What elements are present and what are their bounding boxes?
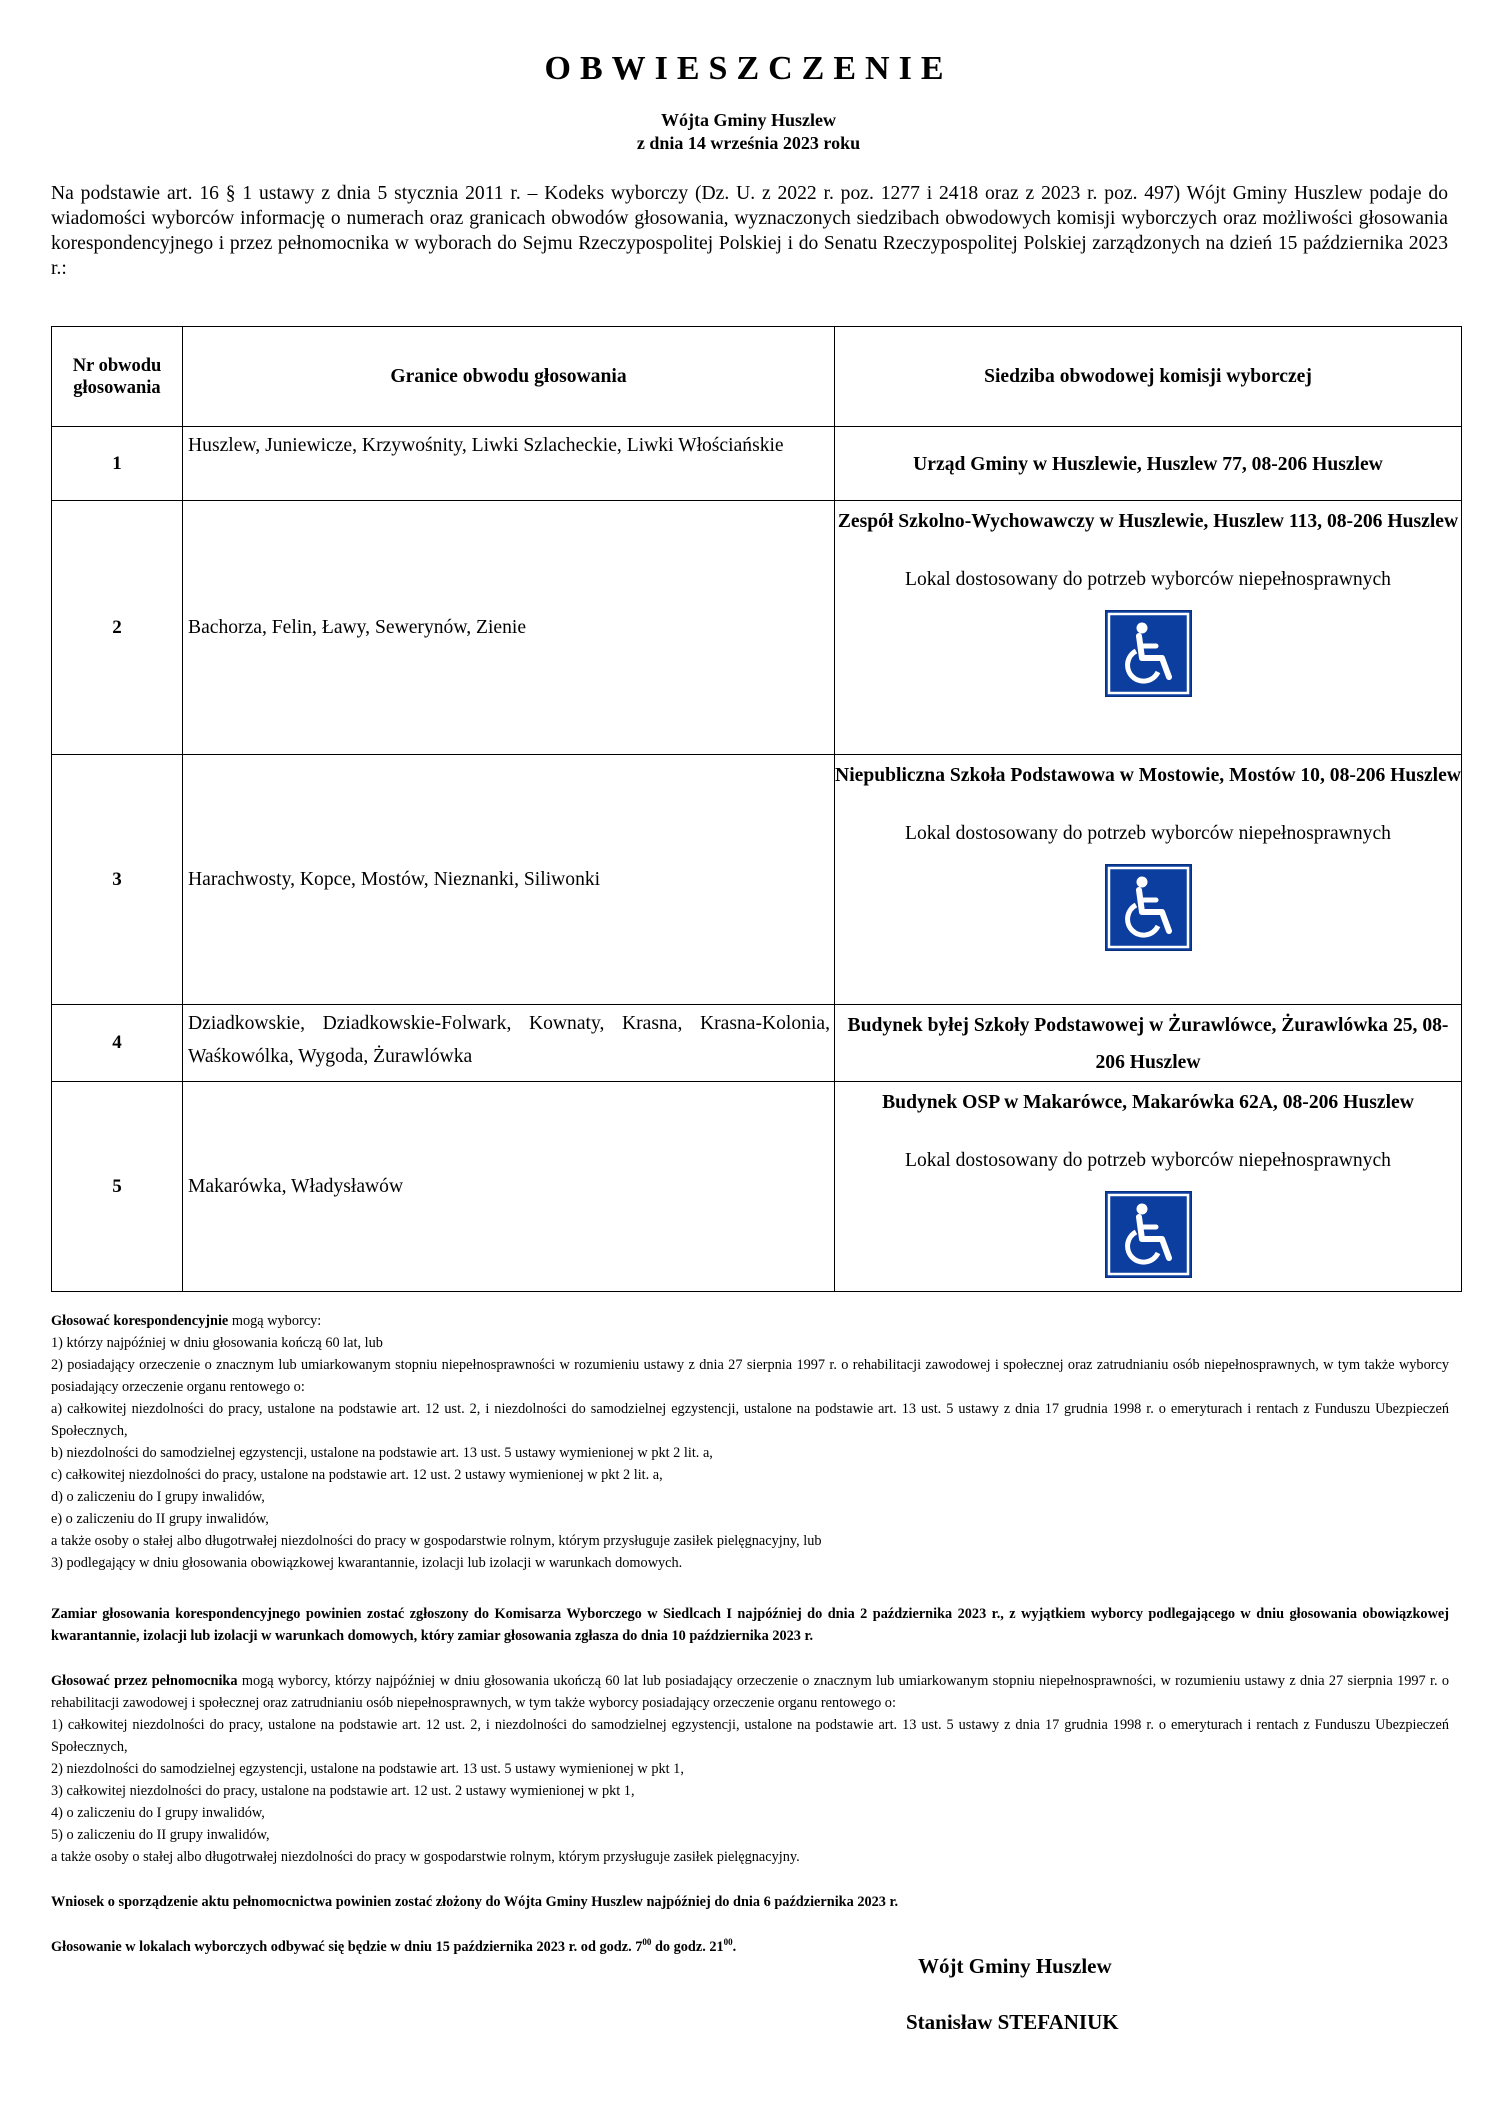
list-item: 3) podlegający w dniu głosowania obowiązkowej kwarantannie, izolacji lub izolacji w warunkach domowych. [51,1555,683,1571]
district-seat [835,755,1462,1005]
district-bounds: Makarówka, Władysławów [183,1082,835,1292]
district-seat [835,501,1462,755]
district-number: 5 [52,1082,183,1292]
list-item: a także osoby o stałej albo długotrwałej niezdolności do pracy w gospodarstwie rolnym, którym przysługuje zasiłek pielęgnacyjny. [51,1849,800,1865]
postal-deadline-notice: Zamiar głosowania korespondencyjnego powinien zostać zgłoszony do Komisarza Wyborczego w Siedlcach I najpóźniej do dnia 2 października 2023 r., z wyjątkiem wyborcy podlegającego w dniu głosowania obowiązkowej kwarantannie, izolacji lub izolacji w warunkach domowych, który zamiar głosowania zgłasza do dnia 10 października 2023 r. [51,1606,1449,1644]
page-title: OBWIESZCZENIE [544,50,953,87]
district-number: 3 [52,755,183,1005]
header-bounds: Granice obwodu głosowania [183,327,835,427]
district-bounds: Harachwosty, Kopce, Mostów, Nieznanki, Siliwonki [183,755,835,1005]
list-item: 4) o zaliczeniu do I grupy inwalidów, [51,1805,265,1821]
intro-paragraph: Na podstawie art. 16 § 1 ustawy z dnia 5 stycznia 2011 r. – Kodeks wyborczy (Dz. U. z 2022 r. poz. 1277 i 2418 oraz z 2023 r. poz. 497) Wójt Gminy Huszlew podaje do wiadomości wyborców informację o numerach oraz granicach obwodów głosowania, wyznaczonych siedzibach obwodowych komisji wyborczych oraz możliwości głosowania korespondencyjnego i przez pełnomocnika w wyborach do Sejmu Rzeczypospolitej Polskiej i do Senatu Rzeczypospolitej Polskiej zarządzonych na dzień 15 października 2023 r.: [51,183,1448,279]
seat-address: Niepubliczna Szkoła Podstawowa w Mostowie, Mostów 10, 08-206 Huszlew [835,765,1461,786]
header-nr [52,327,183,427]
accessible-note: Lokal dostosowany do potrzeb wyborców niepełnosprawnych [905,1150,1391,1171]
list-item: 2) niezdolności do samodzielnej egzystencji, ustalone na podstawie art. 13 ust. 5 ustawy wymienionej w pkt 1, [51,1761,684,1777]
district-bounds: Bachorza, Felin, Ławy, Sewerynów, Zienie [183,501,835,755]
list-item: c) całkowitej niezdolności do pracy, ustalone na podstawie art. 12 ust. 2 ustawy wymienionej w pkt 2 lit. a, [51,1467,663,1483]
header-nr-line1: Nr obwodu [72,355,162,376]
seat-address: Zespół Szkolno-Wychowawczy w Huszlewie, Huszlew 113, 08-206 Huszlew [837,511,1459,532]
table-row [52,427,1462,501]
accessible-note: Lokal dostosowany do potrzeb wyborców niepełnosprawnych [905,823,1391,844]
list-item: 3) całkowitej niezdolności do pracy, ustalone na podstawie art. 12 ust. 2 ustawy wymienionej w pkt 1, [51,1783,635,1799]
date-line: z dnia 14 września 2023 roku [636,133,861,153]
list-item: 1) całkowitej niezdolności do pracy, ustalone na podstawie art. 12 ust. 2, i niezdolności do samodzielnej egzystencji, ustalone na podstawie art. 13 ust. 5 ustawy z dnia 17 grudnia 1998 r. o emeryturach i rentach z Funduszu Ubezpieczeń Społecznych, [51,1717,1449,1755]
accessible-note: Lokal dostosowany do potrzeb wyborców niepełnosprawnych [905,569,1391,590]
wheelchair-icon [1105,864,1192,951]
list-item: a) całkowitej niezdolności do pracy, ustalone na podstawie art. 12 ust. 2, i niezdolności do samodzielnej egzystencji, ustalone na podstawie art. 13 ust. 5 ustawy z dnia 17 grudnia 1998 r. o emeryturach i rentach z Funduszu Ubezpieczeń Społecznych, [51,1401,1449,1439]
district-seat [835,427,1462,501]
district-bounds: Huszlew, Juniewicze, Krzywośnity, Liwki Szlacheckie, Liwki Włościańskie [183,427,835,501]
district-seat [835,1005,1462,1082]
table-header-row [52,327,1462,427]
seat-address: Budynek OSP w Makarówce, Makarówka 62A, 08-206 Huszlew [882,1092,1414,1113]
issuer-line: Wójta Gminy Huszlew [661,110,836,130]
districts-table [51,326,1462,1292]
table-row [52,1082,1462,1292]
signature-name: Stanisław STEFANIUK [906,2010,1119,2034]
district-bounds: Dziadkowskie, Dziadkowskie-Folwark, Kownaty, Krasna, Krasna-Kolonia, Waśkowólka, Wygoda, Żurawlówka [183,1005,835,1082]
wheelchair-icon [1105,610,1192,697]
voting-hours: Głosowanie w lokalach wyborczych odbywać się będzie w dniu 15 października 2023 r. od godz. $7^{00}$ do godz. $21^{00}$. [51,1937,737,1955]
wheelchair-icon [1105,1191,1192,1278]
seat-address: Urząd Gminy w Huszlewie, Huszlew 77, 08-206 Huszlew [913,454,1383,475]
table-row [52,1005,1462,1082]
proxy-voting-section [51,1670,1449,1868]
postal-lead: Głosować korespondencyjnie mogą wyborcy: [51,1313,322,1329]
list-item: d) o zaliczeniu do I grupy inwalidów, [51,1489,265,1505]
proxy-lead: Głosować przez pełnomocnika mogą wyborcy, którzy najpóźniej w dniu głosowania ukończą 60 lat lub posiadający orzeczenie o znacznym lub umiarkowanym stopniu niepełnosprawności, w rozumieniu ustawy z dnia 27 sierpnia 1997 r. o rehabilitacji zawodowej i społecznej oraz zatrudnianiu osób niepełnosprawnych, w tym także wyborcy posiadający orzeczenie organu rentowego o: [51,1673,1449,1711]
postal-voting-section [51,1310,1449,1574]
district-number: 4 [52,1005,183,1082]
list-item: e) o zaliczeniu do II grupy inwalidów, [51,1511,269,1527]
district-number: 1 [52,427,183,501]
list-item: 5) o zaliczeniu do II grupy inwalidów, [51,1827,270,1843]
list-item: 1) którzy najpóźniej w dniu głosowania kończą 60 lat, lub [51,1335,383,1351]
district-seat [835,1082,1462,1292]
list-item: b) niezdolności do samodzielnej egzystencji, ustalone na podstawie art. 13 ust. 5 ustawy wymienionej w pkt 2 lit. a, [51,1445,713,1461]
table-row [52,501,1462,755]
district-number: 2 [52,501,183,755]
proxy-deadline-notice: Wniosek o sporządzenie aktu pełnomocnictwa powinien zostać złożony do Wójta Gminy Huszlew najpóźniej do dnia 6 października 2023 r. [51,1894,899,1910]
header-seat: Siedziba obwodowej komisji wyborczej [835,327,1462,427]
table-row [52,755,1462,1005]
list-item: a także osoby o stałej albo długotrwałej niezdolności do pracy w gospodarstwie rolnym, którym przysługuje zasiłek pielęgnacyjny, lub [51,1533,822,1549]
signature-role: Wójt Gminy Huszlew [918,1954,1112,1978]
list-item: 2) posiadający orzeczenie o znacznym lub umiarkowanym stopniu niepełnosprawności w rozumieniu ustawy z dnia 27 sierpnia 1997 r. o rehabilitacji zawodowej i społecznej oraz zatrudnianiu osób niepełnosprawnych, w tym także wyborcy posiadający orzeczenie organu rentowego o: [51,1357,1449,1395]
header-nr-line2: głosowania [73,377,161,398]
seat-address: Budynek byłej Szkoły Podstawowej w Żurawlówce, Żurawlówka 25, 08-206 Huszlew [847,1015,1449,1073]
